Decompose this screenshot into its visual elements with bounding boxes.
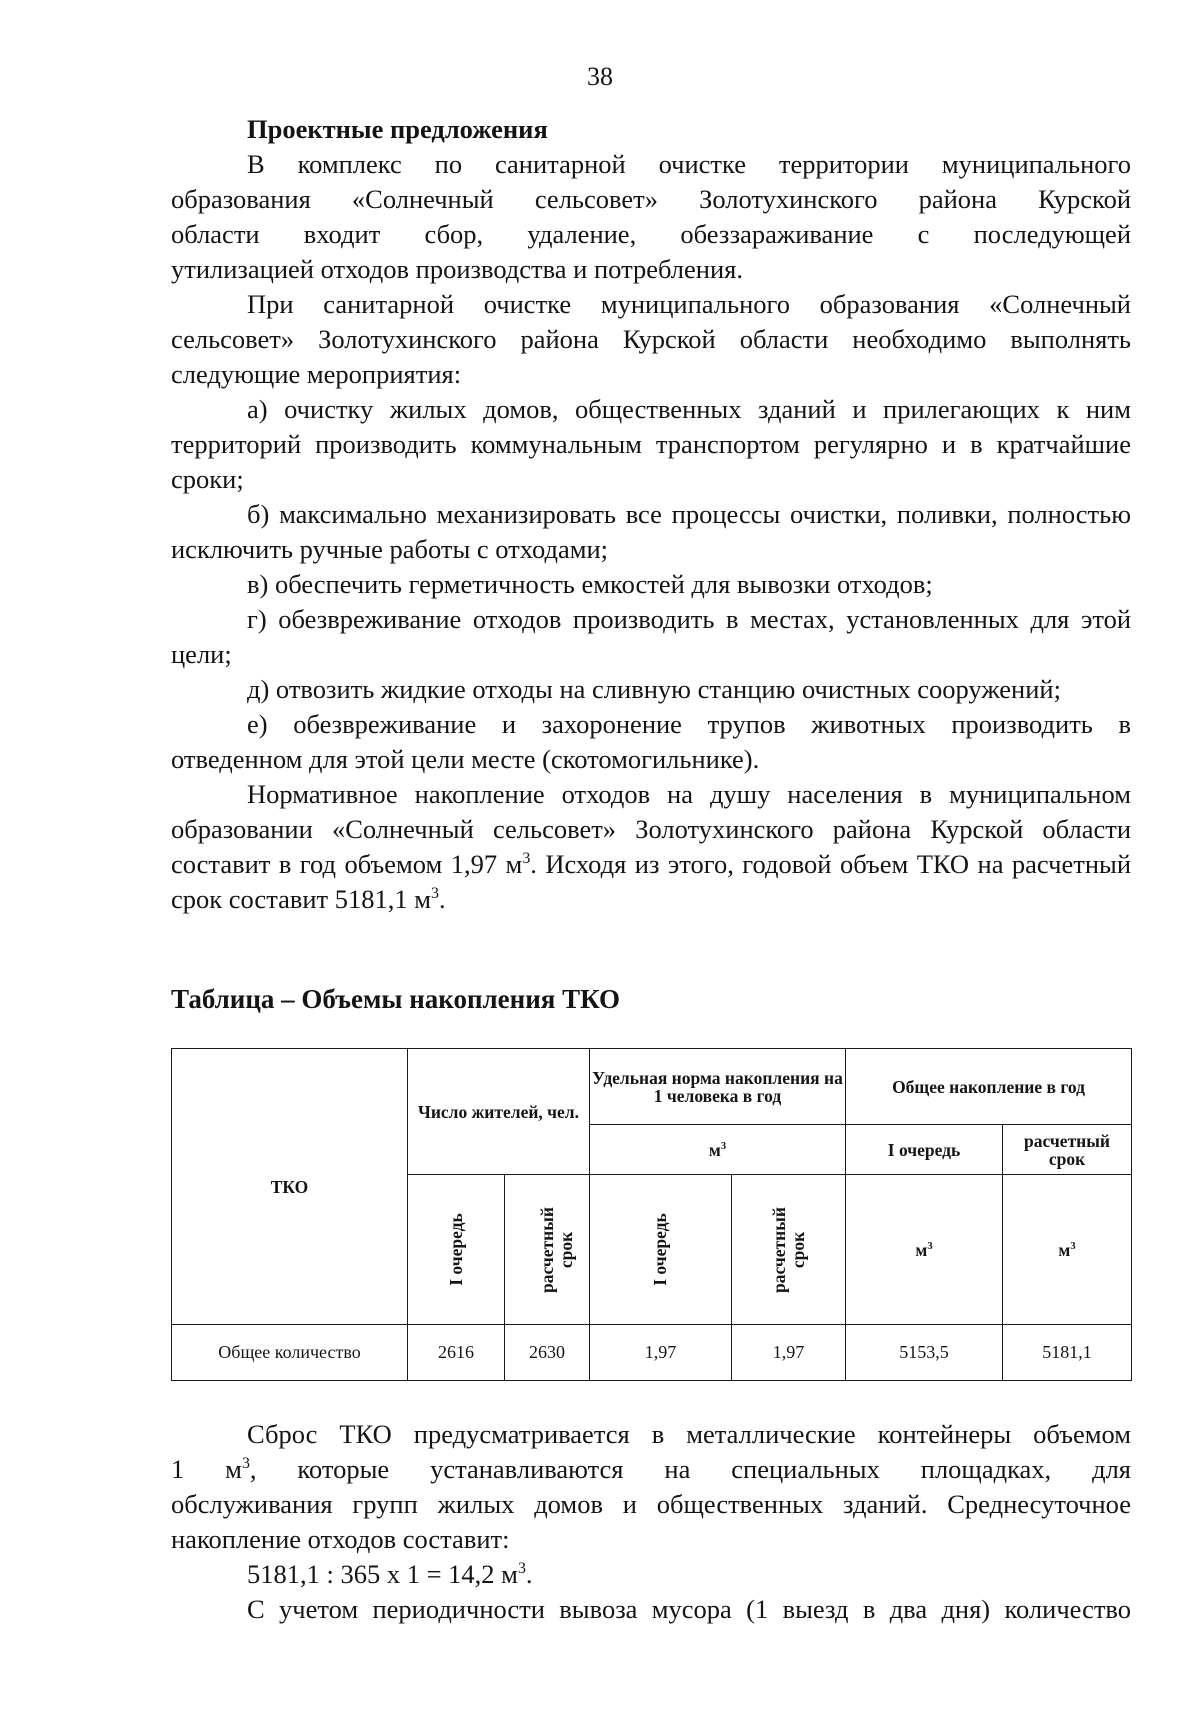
unit-text: м	[915, 1239, 928, 1260]
containers-text-1: 1 м	[171, 1454, 242, 1484]
unit-text: м	[1058, 1239, 1071, 1260]
vertical-label: I очередь	[650, 1213, 670, 1286]
norm-superscript-2: 3	[431, 885, 439, 903]
cell-label: Общее количество	[172, 1325, 408, 1381]
tko-volume-table	[171, 1048, 1132, 1381]
body-text-top	[171, 112, 1131, 917]
header-residents-design-term	[505, 1175, 590, 1325]
paragraph-intro	[171, 147, 1131, 287]
list-item-d: г) обезвреживание отходов производить в местах, установленных для этой цели;	[171, 604, 1131, 669]
unit-superscript: 3	[1070, 1240, 1076, 1252]
list-item-b: б) максимально механизировать все процессы очистки, поливки, полностью исключить ручные работы с отходами;	[171, 499, 1131, 564]
section-heading: Проектные предложения	[247, 114, 548, 144]
list-item-a: а) очистку жилых домов, общественных зданий и прилегающих к ним территорий производить коммунальным транспортом регулярно и в кратчайшие сроки;	[171, 394, 1131, 494]
containers-text-2: , которые устанавливаются на специальных площадках, для	[249, 1454, 1131, 1484]
formula-superscript: 3	[517, 1560, 526, 1578]
paragraph-norm	[171, 777, 1131, 917]
page-number: 38	[587, 62, 613, 91]
header-total-design-unit	[1003, 1175, 1132, 1325]
header-total-first-unit	[846, 1175, 1003, 1325]
paragraph-measures: При санитарной очистке муниципального образования «Солнечный сельсовет» Золотухинского района Курской области необходимо выполнять следующие мероприятия:	[171, 289, 1131, 389]
unit-text: м	[708, 1139, 721, 1160]
header-residents-first-stage	[408, 1175, 505, 1325]
norm-superscript-1: 3	[522, 850, 531, 868]
header-tko: ТКО	[172, 1049, 408, 1325]
cell-norm-first: 1,97	[590, 1325, 732, 1381]
paragraph-containers-line: накопление отходов составит:	[171, 1524, 510, 1554]
cell-residents-design: 2630	[505, 1325, 590, 1381]
vertical-label: расчетный срок	[537, 1206, 576, 1293]
header-residents: Число жителей, чел.	[408, 1049, 590, 1175]
cell-total-first: 5153,5	[846, 1325, 1003, 1381]
norm-text-1: Нормативное накопление отходов на душу населения в муниципальном образовании «Солнечный сельсовет» Золотухинского района Курской области составит в год объемом 1,97 м	[171, 779, 1131, 879]
cell-total-design: 5181,1	[1003, 1325, 1132, 1381]
table-title: Таблица – Объемы накопления ТКО	[171, 984, 621, 1014]
cell-residents-first: 2616	[408, 1325, 505, 1381]
list-item-c: в) обеспечить герметичность емкостей для вывозки отходов;	[247, 569, 933, 599]
formula-end: .	[525, 1559, 533, 1589]
list-item-e: д) отвозить жидкие отходы на сливную станцию очистных сооружений;	[247, 674, 1061, 704]
containers-superscript: 3	[241, 1455, 250, 1473]
paragraph-containers-line: Сброс ТКО предусматривается в металлические контейнеры объемом	[247, 1419, 1131, 1449]
header-total: Общее накопление в год	[846, 1049, 1132, 1125]
header-norm-design-term	[732, 1175, 846, 1325]
paragraph-intro-line: В комплекс по санитарной очистке территории муниципального	[247, 149, 1131, 179]
body-text-bottom	[171, 1417, 1131, 1627]
header-norm: Удельная норма накопления на 1 человека в год	[590, 1049, 846, 1125]
paragraph-frequency-line: С учетом периодичности вывоза мусора (1 выезд в два дня) количество	[247, 1594, 1131, 1624]
paragraph-containers-line: обслуживания групп жилых домов и общественных зданий. Среднесуточное	[171, 1489, 1131, 1519]
header-total-design-term: расчетный срок	[1003, 1125, 1132, 1175]
header-norm-first-stage	[590, 1175, 732, 1325]
cell-norm-design: 1,97	[732, 1325, 846, 1381]
vertical-label: расчетный срок	[768, 1206, 808, 1293]
unit-superscript: 3	[927, 1240, 933, 1252]
norm-text-2: . Исходя из этого, годовой объем ТКО на расчетный срок составит 5181,1 м	[171, 849, 1131, 914]
header-total-first-stage: I очередь	[846, 1125, 1003, 1175]
paragraph-intro-line: области входит сбор, удаление, обеззараживание с последующей	[171, 219, 1131, 249]
table-header-row	[172, 1049, 1132, 1125]
header-norm-unit	[590, 1125, 846, 1175]
unit-superscript: 3	[720, 1140, 727, 1152]
table-row	[172, 1325, 1132, 1381]
norm-text-3: .	[438, 884, 446, 914]
formula	[171, 1557, 1131, 1592]
paragraph-intro-line: утилизацией отходов производства и потребления.	[171, 254, 743, 284]
paragraph-containers-line	[171, 1452, 1131, 1487]
formula-text: 5181,1 : 365 х 1 = 14,2 м	[247, 1559, 518, 1589]
paragraph-intro-line: образования «Солнечный сельсовет» Золотухинского района Курской	[171, 184, 1131, 214]
list-item-f: е) обезвреживание и захоронение трупов животных производить в отведенном для этой цели месте (скотомогильнике).	[171, 709, 1131, 774]
vertical-label: I очередь	[445, 1213, 466, 1286]
